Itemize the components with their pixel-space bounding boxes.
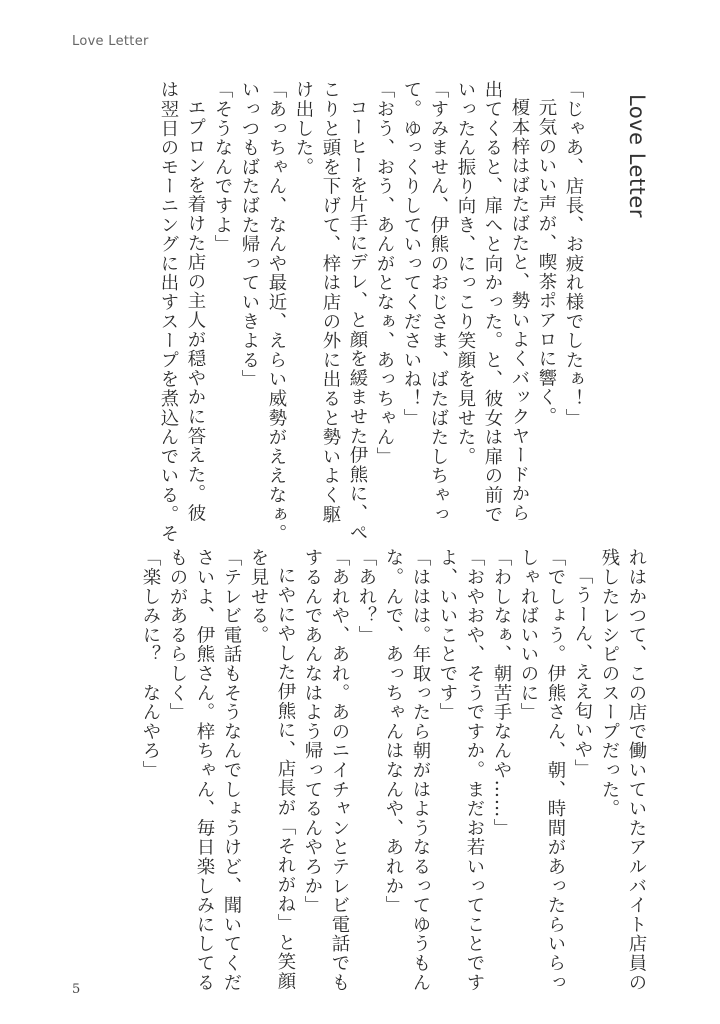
text-line: 元気のいい声が、喫茶ポアロに響く。 — [536, 98, 557, 427]
text-line: を見せる。 — [248, 548, 269, 645]
text-line: コーヒーを片手にデレ、と顔を緩ませた伊熊に、ぺ — [347, 98, 368, 543]
text-line: いっつもばたばた帰っていきよる」 — [239, 80, 260, 389]
text-line: 「ははは。年取ったら朝がはようなるってゆうもん — [410, 548, 431, 992]
text-line: いったん振り向き、にっこり笑顔を見せた。 — [455, 80, 476, 466]
text-line: て。ゆっくりしていってくださいね！」 — [401, 80, 422, 428]
story-text-top — [155, 80, 650, 544]
text-line: エプロンを着けた店の主人が穏やかに答えた。彼 — [185, 98, 206, 523]
text-line: 「楽しみに？ なんやろ」 — [140, 548, 161, 780]
text-line: 「おう、おう、あんがとなぁ、あっちゃん」 — [374, 80, 395, 466]
text-line: れはかつて、この店で働いていたアルバイト店員の — [626, 548, 647, 992]
story-text-bottom — [137, 548, 650, 992]
text-line: よ、いいことです」 — [437, 548, 458, 722]
text-line: な。んで、あっちゃんはなんや、あれか」 — [383, 548, 404, 915]
text-line: しゃればいいのに」 — [518, 548, 539, 722]
running-header-title: Love Letter — [72, 34, 149, 49]
text-line: 「じゃあ、店長、お疲れ様でしたぁ！」 — [563, 80, 584, 428]
text-line: ものがあるらしく」 — [167, 548, 188, 722]
text-line: 「うーん、ええ匂いや」 — [572, 566, 593, 779]
text-line: 「おやおや、そうですか。まだお若いってことです — [464, 548, 485, 992]
text-line: け出した。 — [293, 80, 314, 177]
text-line: 「テレビ電話もそうなんでしょうけど、聞いてくだ — [221, 548, 242, 992]
text-line: こりと頭を下げて、梓は店の外に出ると勢いよく駆 — [320, 80, 341, 524]
text-line: 「そうなんですよ」 — [212, 80, 233, 254]
text-line: 「わしなぁ、朝苦手なんや……」 — [491, 548, 512, 838]
page-number: 5 — [72, 982, 81, 997]
text-line: 出てくると、扉へと向かった。と、彼女は扉の前で — [482, 80, 503, 524]
text-line: 「あれ？」 — [356, 548, 377, 645]
text-line: 残したレシピのスープだった。 — [599, 548, 620, 819]
text-line: 榎本梓はばたばたと、勢いよくバックヤードから — [509, 98, 530, 523]
text-line: は翌日のモーニングに出すスープを煮込んでいる。そ — [158, 80, 179, 544]
text-line: するんであんなはよう帰ってるんやろか」 — [302, 548, 323, 915]
text-line: 「でしょう。伊熊さん、朝、時間があったらいらっ — [545, 548, 566, 992]
text-line: にやにやした伊熊に、店長が「それがね」と笑顔 — [275, 566, 296, 991]
text-line: 「あっちゃん、なんや最近、えらい威勢がええなぁ。 — [266, 80, 287, 544]
text-line: 「あれや、あれ。あのニイチャンとテレビ電話でも — [329, 548, 350, 992]
story-title: Love Letter — [625, 94, 649, 218]
text-line: 「すみません、伊熊のおじさま、ばたばたしちゃっ — [428, 80, 449, 524]
text-line: さいよ、伊熊さん。梓ちゃん、毎日楽しみにしてる — [194, 548, 215, 992]
